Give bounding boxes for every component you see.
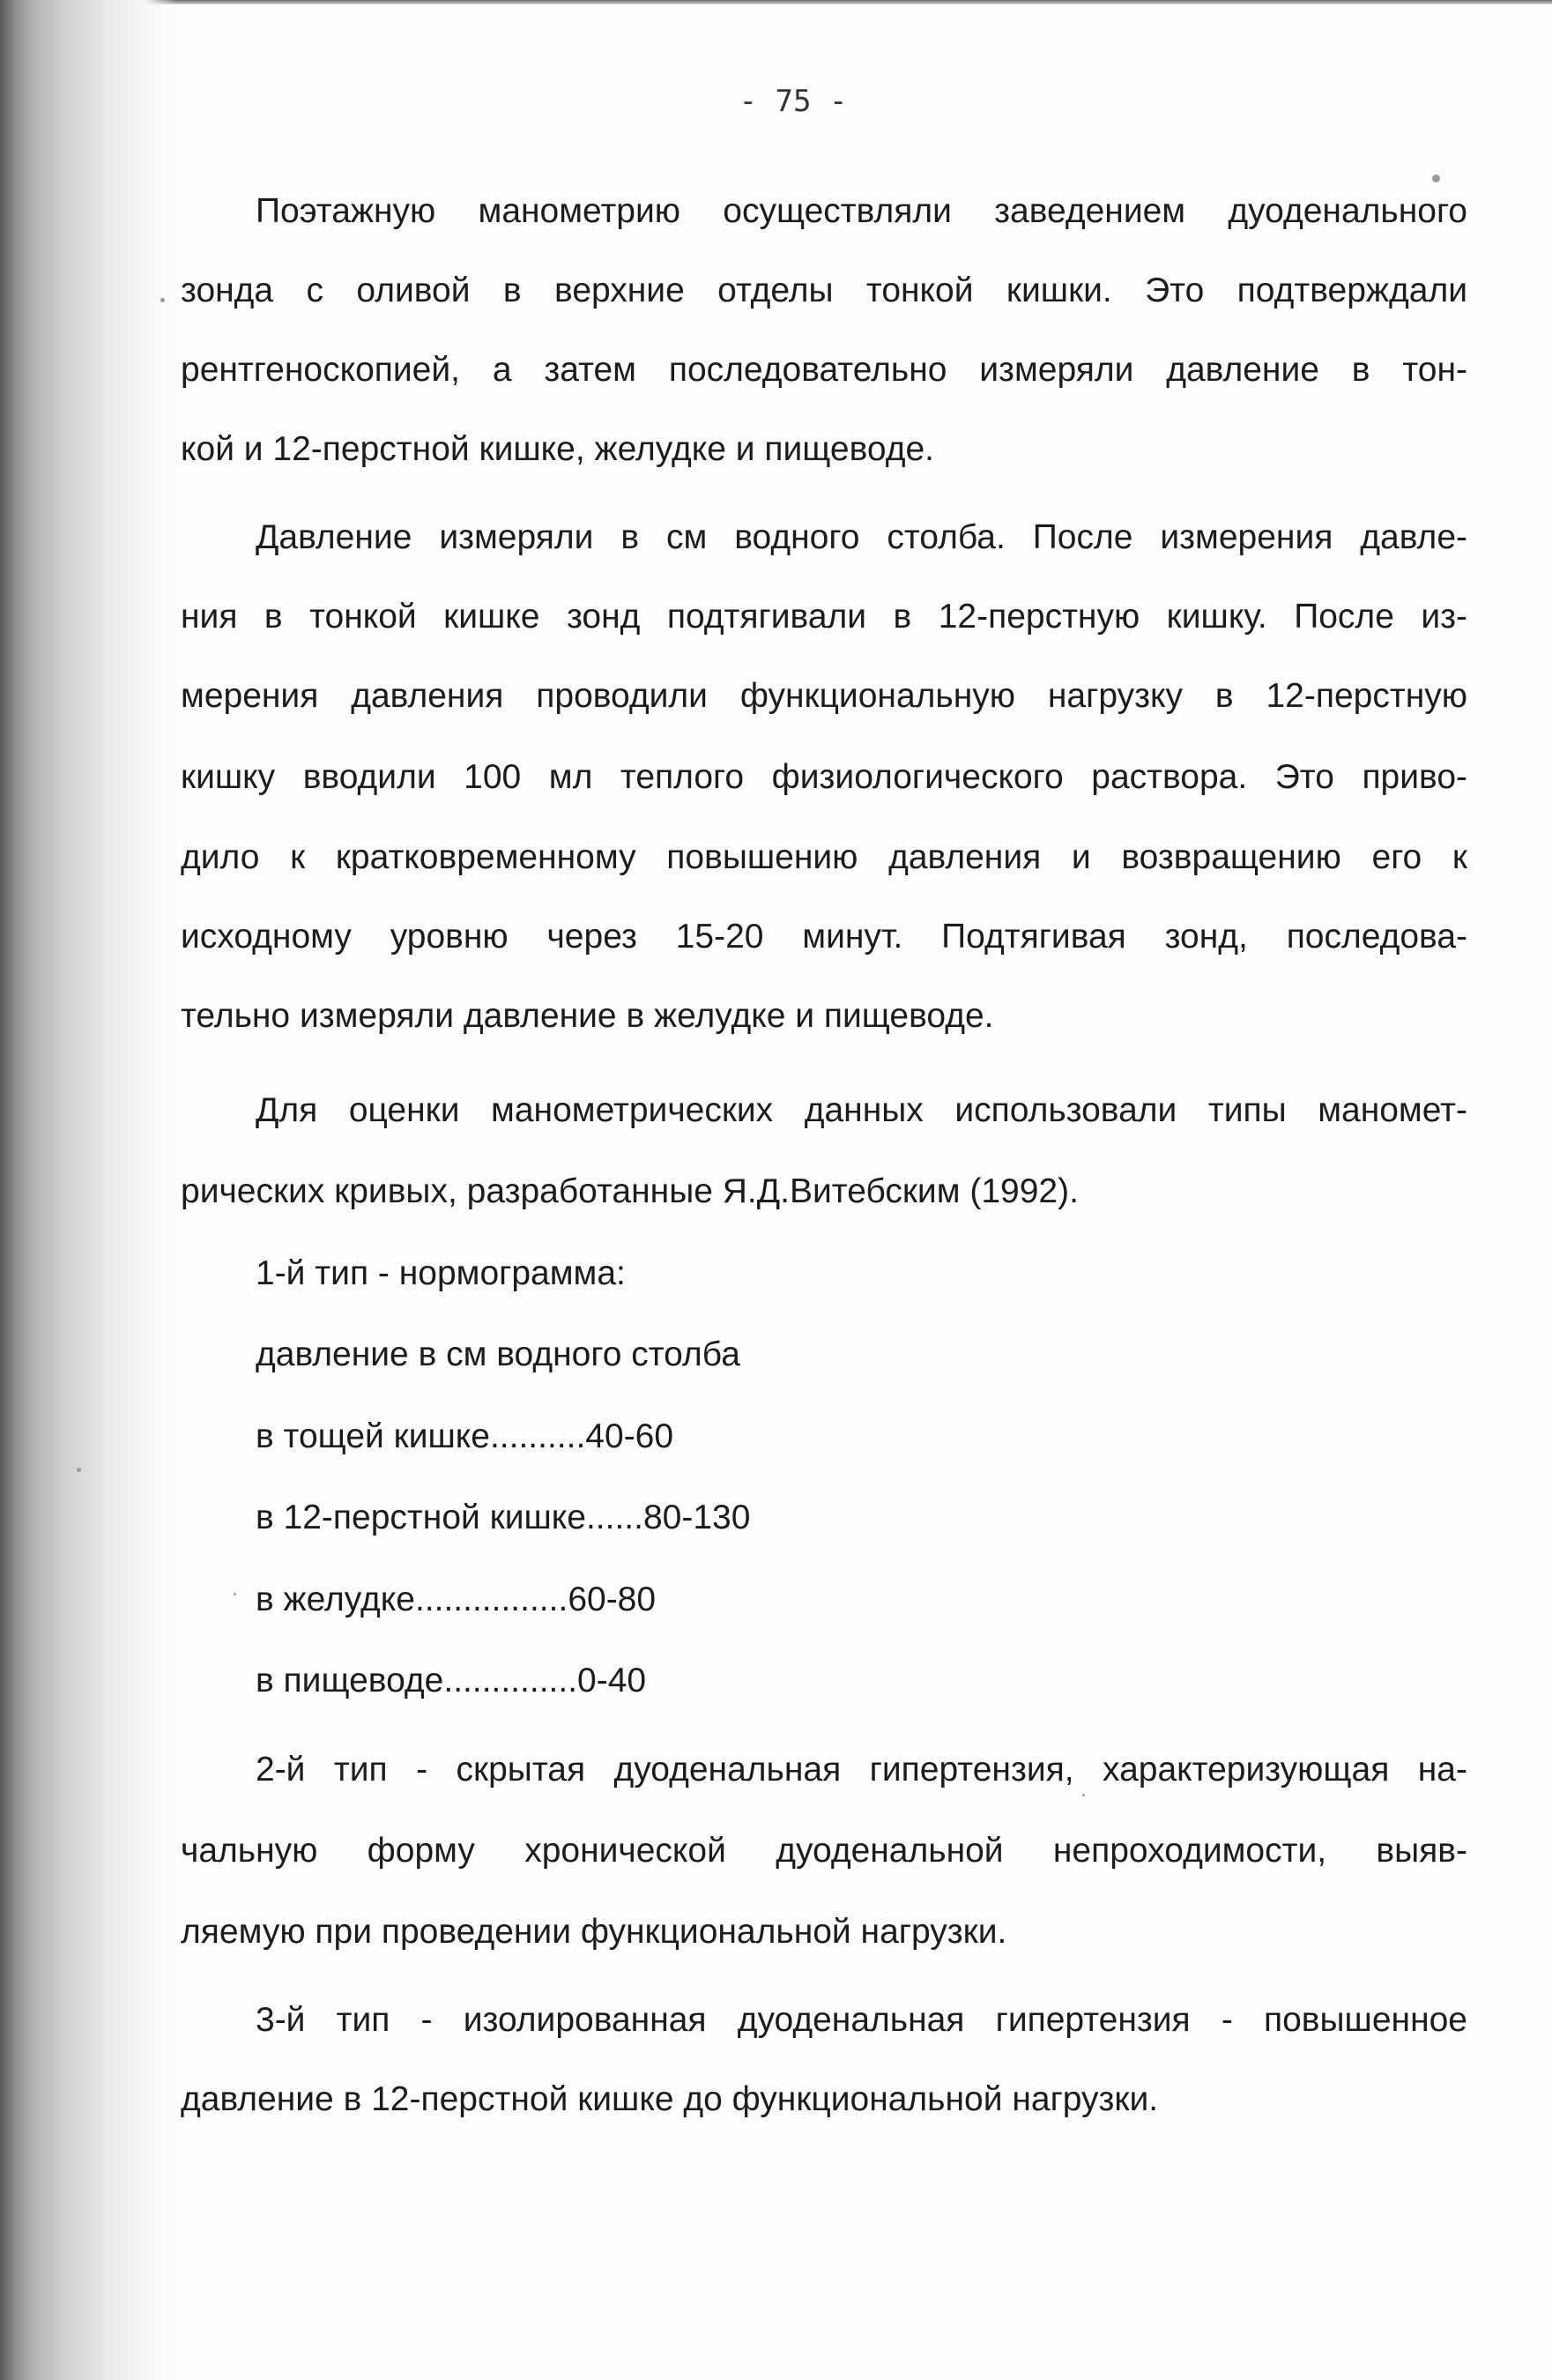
binding-shadow [0,0,176,2380]
body-text-line: давление в 12-перстной кишке до функциональной нагрузки. [181,2080,1159,2118]
body-text-line: Для оценки манометрических данных использовали типы маномет- [256,1091,1467,1129]
body-text-line: кишку вводили 100 мл теплого физиологического раствора. Это приво- [181,758,1467,796]
pressure-row: в 12-перстной кишке......80-130 [256,1499,751,1536]
body-text-line: 3-й тип - изолированная дуоденальная гипертензия - повышенное [256,2001,1467,2039]
scan-speck [1432,175,1440,182]
body-text-line: рических кривых, разработанные Я.Д.Витебским (1992). [181,1172,1079,1210]
page-number: - 75 - [739,84,848,119]
scan-speck [77,1468,81,1472]
page-top-edge [0,0,1552,4]
body-text-line: дило к кратковременному повышению давления и возвращению его к [181,838,1467,876]
body-text-line: 2-й тип - скрытая дуоденальная гипертензия, характеризующая на- [256,1751,1467,1789]
body-text-line: ния в тонкой кишке зонд подтягивали в 12-перстную кишку. После из- [181,598,1467,636]
pressure-row: в желудке................60-80 [256,1580,657,1618]
body-text-line: чальную форму хронической дуоденальной непроходимости, выяв- [181,1832,1467,1870]
pressure-row: в тощей кишке..........40-60 [256,1417,674,1455]
pressure-subheading: давление в см водного столба [256,1335,740,1373]
type-heading: 1-й тип - нормограмма: [256,1254,626,1292]
body-text-line: Поэтажную манометрию осуществляли заведением дуоденального [256,192,1467,230]
scan-speck [1082,1794,1085,1796]
body-text-line: ляемую при проведении функциональной нагрузки. [181,1913,1007,1951]
scan-speck [160,298,165,302]
body-text-line: тельно измеряли давление в желудке и пищеводе. [181,997,994,1035]
scan-speck [234,1593,236,1595]
body-text-line: Давление измеряли в см водного столба. После измерения давле- [256,518,1467,556]
pressure-row: в пищеводе..............0-40 [256,1662,647,1699]
body-text-line: кой и 12-перстной кишке, желудке и пищеводе. [181,430,934,468]
body-text-line: исходному уровню через 15-20 минут. Подтягивая зонд, последова- [181,918,1467,956]
body-text-line: рентгеноскопией, а затем последовательно измеряли давление в тон- [181,351,1467,389]
body-text-line: зонда с оливой в верхние отделы тонкой кишки. Это подтверждали [181,271,1467,309]
body-text-line: мерения давления проводили функциональную нагрузку в 12-перстную [181,677,1467,715]
